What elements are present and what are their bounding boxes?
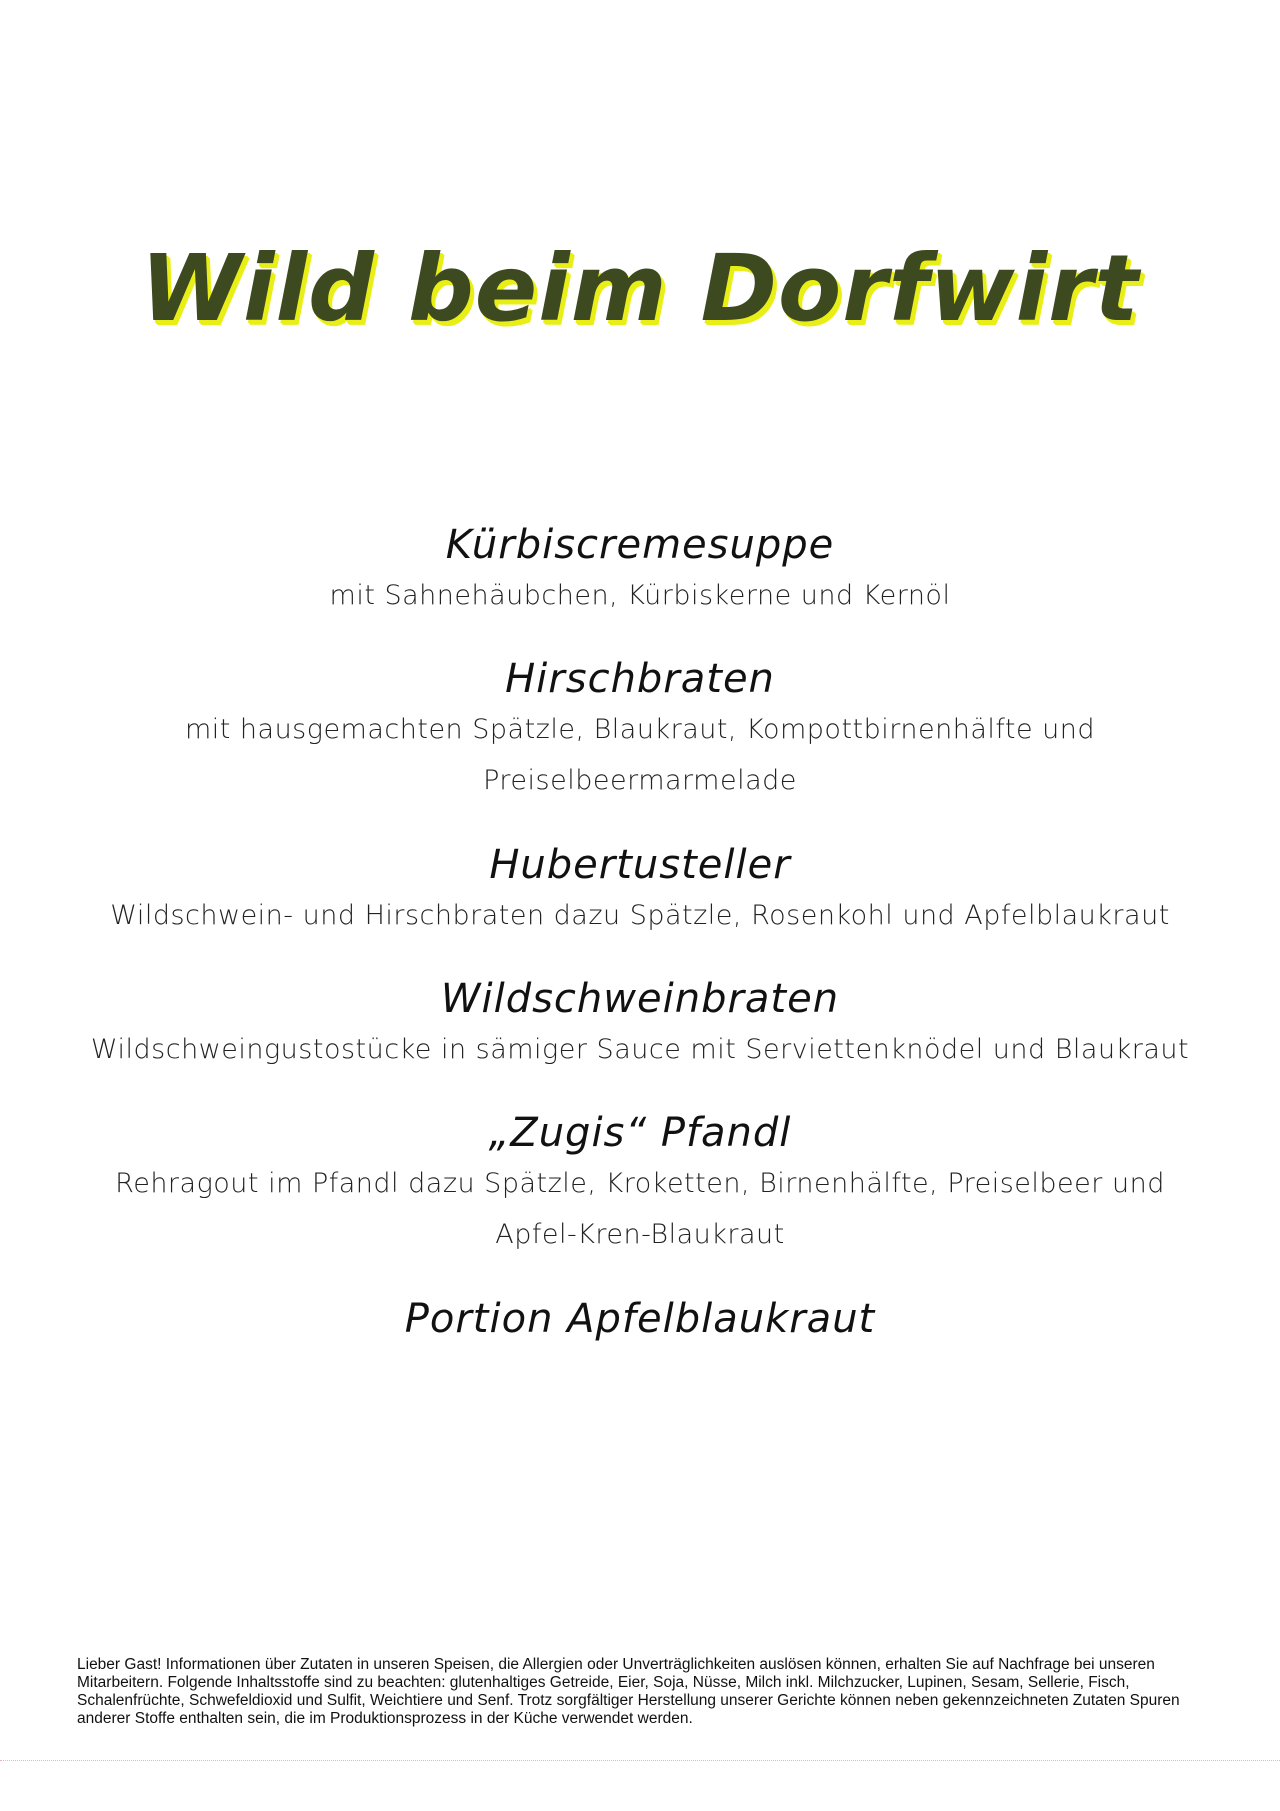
dish-item	[50, 840, 1230, 974]
dish-description: Wildschweingustostücke in sämiger Sauce mit Serviettenknödel und Blaukraut	[90, 1034, 1190, 1065]
dish-description-line-1: Rehragout im Pfandl dazu Spätzle, Kroketten, Birnenhälfte, Preiselbeer und	[115, 1168, 1165, 1199]
dish-item	[50, 520, 1230, 654]
dish-name: Kürbiscremesuppe	[445, 522, 835, 568]
dish-description: mit Sahnehäubchen, Kürbiskerne und Kernöl	[329, 580, 951, 611]
dish-list	[0, 520, 1280, 1354]
dish-description-line-2: Preiselbeermarmelade	[483, 765, 797, 796]
dish-name: „Zugis“ Pfandl	[488, 1110, 792, 1156]
dish-item	[50, 654, 1230, 840]
dish-item	[50, 1108, 1230, 1294]
dish-description-line-2: Apfel-Kren-Blaukraut	[495, 1219, 785, 1250]
dish-name: Hirschbraten	[505, 656, 775, 702]
dish-name: Wildschweinbraten	[440, 976, 840, 1022]
menu-title: Wild beim Dorfwirt	[140, 235, 1140, 342]
dish-description: Wildschwein- und Hirschbraten dazu Spätzle, Rosenkohl und Apfelblaukraut	[110, 900, 1170, 931]
dish-name: Portion Apfelblaukraut	[404, 1296, 876, 1342]
dish-description-line-1: mit hausgemachten Spätzle, Blaukraut, Kompottbirnenhälfte und	[184, 714, 1096, 745]
allergen-notice: Lieber Gast! Informationen über Zutaten in unseren Speisen, die Allergien oder Unverträglichkeiten auslösen können, erhalten Sie auf Nachfrage bei unseren Mitarbeitern. Folgende Inhaltsstoffe sind zu beachten: glutenhaltiges Getreide, Eier, Soja, Nüsse, Milch inkl. Milchzucker, Lupinen, Sesam, Sellerie, Fisch, Schalenfrüchte, Schwefeldioxid und Sulfit, Weichtiere und Senf. Trotz sorgfältiger Herstellung unserer Gerichte können neben gekennzeichneten Zutaten Spuren anderer Stoffe enthalten sein, die im Produktionsprozess in der Küche verwendet werden.	[77, 1656, 1180, 1727]
dish-name: Hubertusteller	[489, 842, 791, 888]
dish-item	[50, 974, 1230, 1108]
footer-divider	[0, 1760, 1280, 1761]
dish-item	[50, 1294, 1230, 1354]
